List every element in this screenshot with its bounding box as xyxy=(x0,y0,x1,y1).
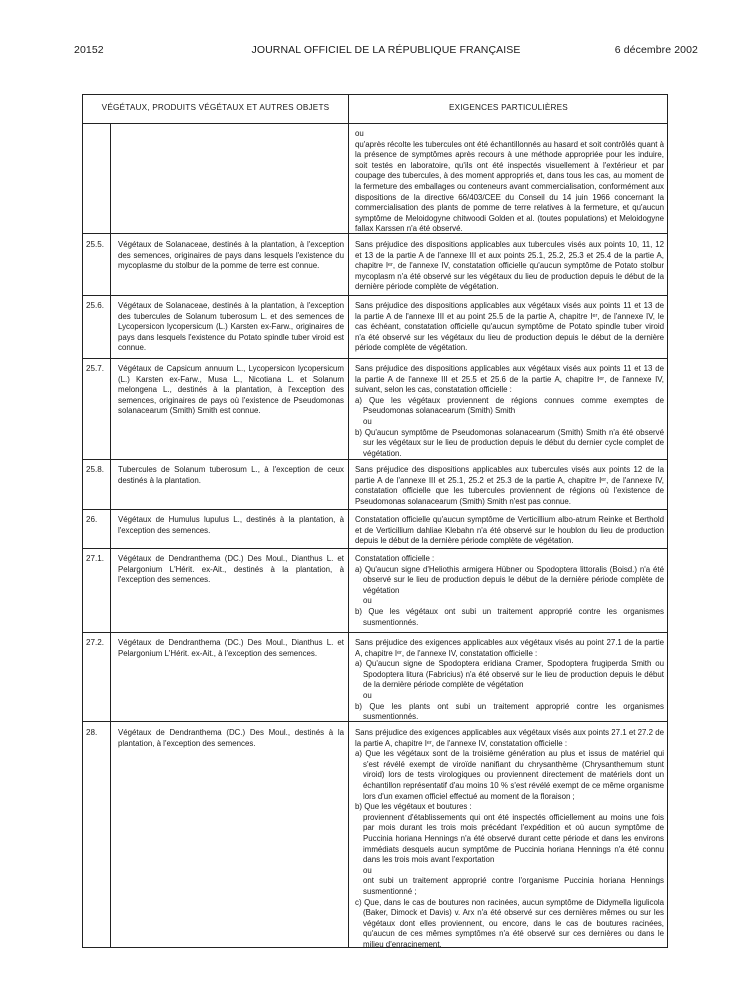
requirement-text: Sans préjudice des dispositions applicables aux végétaux visés aux points 11 et 13 de la partie A de l'annexe III et 25.5 et 25.6 de la partie A, chapitre Iᵉʳ, de l'annexe IV, suivant, selon les cas, constatation officielle : xyxy=(355,364,664,395)
row-separator xyxy=(83,233,667,234)
row-requirement xyxy=(355,301,664,354)
requirement-text: Sans préjudice des dispositions applicables aux tubercules visés aux points 10, 11, 12 et 13 de la partie A de l'annexe III et aux points 25.1, 25.2, 25.3 et 25.4 de la partie A, chapitre Iᵉʳ, de l'annexe IV, constatation officielle qu'aucun symptôme de Potato stolbur mycoplasm n'a été observé sur les végétaux du lieu de production depuis le début de la dernière période complète de végétation. xyxy=(355,240,664,292)
requirement-item-c: c) Que, dans le cas de boutures non racinées, aucun symptôme de Didymella ligulicola (Baker, Dimock et Davis) v. Arx n'a été observé sur ces dernières mêmes ou sur les végétaux dont elles proviennent, ou encore, dans le cas de boutures racinées, qu'aucun de ces mêmes symptômes n'a été observé sur ces dernières ou dans le milieu d'enracinement. xyxy=(355,897,664,949)
row-separator xyxy=(83,721,667,722)
row-requirement xyxy=(355,638,664,723)
requirement-item-a: a) Que les végétaux proviennent de régions connues comme exemptes de Pseudomonas solanacearum (Smith) Smith xyxy=(355,395,664,416)
row-number: 27.2. xyxy=(86,638,105,647)
requirement-text: Sans préjudice des dispositions applicables aux végétaux visés aux points 11 et 13 de la partie A de l'annexe III et au point 25.5 de la partie A, chapitre Iᵉʳ, de l'annexe IV, le cas échéant, constatation officielle qu'aucun symptôme de Potato spindle tuber viroid n'a été observé sur les végétaux du lieu de production depuis le début de la dernière période complète de végétation. xyxy=(355,301,664,353)
row-number: 25.7. xyxy=(86,364,105,373)
row-number: 25.6. xyxy=(86,301,105,310)
requirement-text: Constatation officielle qu'aucun symptôme de Verticillium albo-atrum Reinke et Berthold et de Verticillium dahliae Klebahn n'a été observé sur le houblon du lieu de production depuis le début de la dernière période complète de végétation. xyxy=(355,515,664,546)
requirement-item-b: b) Que les végétaux ont subi un traitement approprié contre les organismes susmentionnés. xyxy=(355,606,664,627)
row-separator xyxy=(83,295,667,296)
column-divider-main xyxy=(348,95,349,947)
continuation-text: qu'après récolte les tubercules ont été échantillonnés au hasard et soit contrôlés quant à la présence de symptômes après recours à une méthode appropriée pour les induire, soit testés en laboratoire, qu'ils ont été inspectés visuellement à l'extérieur et par coupage des tubercules, à des moment appropriés et, dans tous les cas, au moment de la fermeture des emballages ou conteneurs avant commercialisation, conformément aux dispositions de la directive 66/403/CEE du Conseil du 14 juin 1966 concernant la commercialisation des plants de pomme de terre relatives à la fermeture, et qu'aucun symptôme de Meloidogyne chitwoodi Golden et al. (toutes populations) et Meloidogyne fallax Karssen n'a été observé. xyxy=(355,139,664,234)
row-object: Végétaux de Humulus lupulus L., destinés à la plantation, à l'exception des semences. xyxy=(118,515,344,535)
column-header-objects: VÉGÉTAUX, PRODUITS VÉGÉTAUX ET AUTRES OBJETS xyxy=(101,103,330,112)
row-separator xyxy=(83,459,667,460)
row-requirement xyxy=(355,364,664,459)
requirement-text: Sans préjudice des exigences applicables aux végétaux visés au point 27.1 de la partie A, chapitre Iᵉʳ, de l'annexe IV, constatation officielle : xyxy=(355,638,664,658)
row-requirement xyxy=(355,465,664,507)
row-number: 25.8. xyxy=(86,465,105,474)
requirement-or: ou xyxy=(363,865,372,875)
row-object: Végétaux de Dendranthema (DC.) Des Moul., destinés à la plantation, à l'exception des semences. xyxy=(118,728,344,748)
continuation-or: ou xyxy=(355,129,364,138)
page-header xyxy=(74,44,698,60)
row-object: Végétaux de Capsicum annuum L., Lycopersicon lycopersicum (L.) Karsten ex-Farw., Musa L., Nicotiana L. et Solanum melongena L., destinés à la plantation, à l'exception des semences, originaires de pays où l'existence de Pseudomonas solanacearum (Smith) Smith est connue. xyxy=(118,364,344,416)
column-header-requirements: EXIGENCES PARTICULIÈRES xyxy=(449,103,568,112)
row-requirement xyxy=(355,515,664,547)
requirement-item-b: b) Que les plants ont subi un traitement approprié contre les organismes susmentionnés. xyxy=(355,701,664,722)
page-number: 20152 xyxy=(74,44,104,56)
row-separator xyxy=(83,358,667,359)
requirement-item-a: a) Qu'aucun signe d'Heliothis armigera Hübner ou Spodoptera littoralis (Boisd.) n'a été observé sur le lieu de production depuis le début de la dernière période complète de végétation xyxy=(355,564,664,595)
continuation-cell xyxy=(355,129,664,235)
requirement-sub-text: ont subi un traitement approprié contre l'organisme Puccinia horiana Hennings susmentionné ; xyxy=(363,876,664,896)
requirement-or: ou xyxy=(363,690,372,700)
row-number: 28. xyxy=(86,728,98,737)
row-object: Végétaux de Dendranthema (DC.) Des Moul., Dianthus L. et Pelargonium L'Hérit. ex-Ait., à l'exception des semences. xyxy=(118,638,344,658)
column-divider-number xyxy=(110,124,111,947)
requirements-table xyxy=(82,94,668,948)
requirement-sub-text: proviennent d'établissements qui ont été inspectés officiellement au moins une fois par mois durant les trois mois précédant l'expédition et où aucun symptôme de Puccinia horiana Hennings n'a été observé durant cette période et dans les environs immédiats desquels aucun symptôme de Puccinia horiana Hennings n'a été connu dans les trois mois avant l'exportation xyxy=(363,812,664,865)
requirement-text: Constatation officielle : xyxy=(355,554,435,563)
row-object: Végétaux de Dendranthema (DC.) Des Moul., Dianthus L. et Pelargonium L'Hérit. ex-Ait., destinés à la plantation, à l'exception des semences. xyxy=(118,554,344,585)
requirement-item-b: b) Qu'aucun symptôme de Pseudomonas solanacearum (Smith) Smith n'a été observé sur les végétaux sur le lieu de production depuis le début du dernier cycle complet de végétation. xyxy=(355,427,664,458)
publication-date: 6 décembre 2002 xyxy=(614,44,698,56)
row-separator xyxy=(83,632,667,633)
row-object: Végétaux de Solanaceae, destinés à la plantation, à l'exception des semences, originaires de pays dans lesquels l'existence du mycoplasme du stolbur de la pomme de terre est connue. xyxy=(118,240,344,271)
requirement-item-a: a) Qu'aucun signe de Spodoptera eridiana Cramer, Spodoptera frugiperda Smith ou Spodoptera litura (Fabricius) n'a été observé sur le lieu de production depuis le début de la dernière période complète de végétation xyxy=(355,659,664,690)
row-requirement xyxy=(355,240,664,293)
row-requirement xyxy=(355,728,664,950)
row-number: 25.5. xyxy=(86,240,105,249)
requirement-or: ou xyxy=(363,416,372,426)
requirement-or: ou xyxy=(363,596,372,606)
row-separator xyxy=(83,509,667,510)
requirement-item-b: b) Que les végétaux et boutures : xyxy=(355,802,472,812)
requirement-text: Sans préjudice des dispositions applicables aux tubercules visés aux points 12 de la partie A de l'annexe III et 25.1, 25.2 et 25.3 de la partie A, chapitre Iᵉʳ, de l'annexe IV, constatation officielle que les tubercules proviennent de régions où l'existence de Pseudomonas solanacearum (Smith) Smith n'est pas connue. xyxy=(355,465,664,506)
journal-title: JOURNAL OFFICIEL DE LA RÉPUBLIQUE FRANÇAISE xyxy=(251,44,521,56)
header-rule xyxy=(83,123,667,124)
row-object: Tubercules de Solanum tuberosum L., à l'exception de ceux destinés à la plantation. xyxy=(118,465,344,485)
row-number: 27.1. xyxy=(86,554,105,563)
row-separator xyxy=(83,548,667,549)
requirement-text: Sans préjudice des exigences applicables aux végétaux visés aux points 27.1 et 27.2 de la partie A, chapitre Iᵉʳ, de l'annexe IV, constatation officielle : xyxy=(355,728,664,748)
row-number: 26. xyxy=(86,515,98,524)
row-object: Végétaux de Solanaceae, destinés à la plantation, à l'exception des tubercules de Solanum tuberosum L. et des semences de Lycopersicon lycopersicum (L.) Karsten ex-Farw., originaires de pays dans lesquels l'existence du Potato spindle tuber viroid est connue. xyxy=(118,301,344,353)
row-requirement xyxy=(355,554,664,628)
requirement-item-a: a) Que les végétaux sont de la troisième génération au plus et issus de matériel qui s'est révélé exempt de viroïde nanifiant du chrysanthème (Chrysanthemum stunt viroid) lors de tests virologiques ou proviennent directement de matériels dont un échantillon représentatif d'au moins 10 % s'est révélé exempt de ce même organisme lors d'un examen officiel effectué au moment de la floraison ; xyxy=(355,749,664,801)
